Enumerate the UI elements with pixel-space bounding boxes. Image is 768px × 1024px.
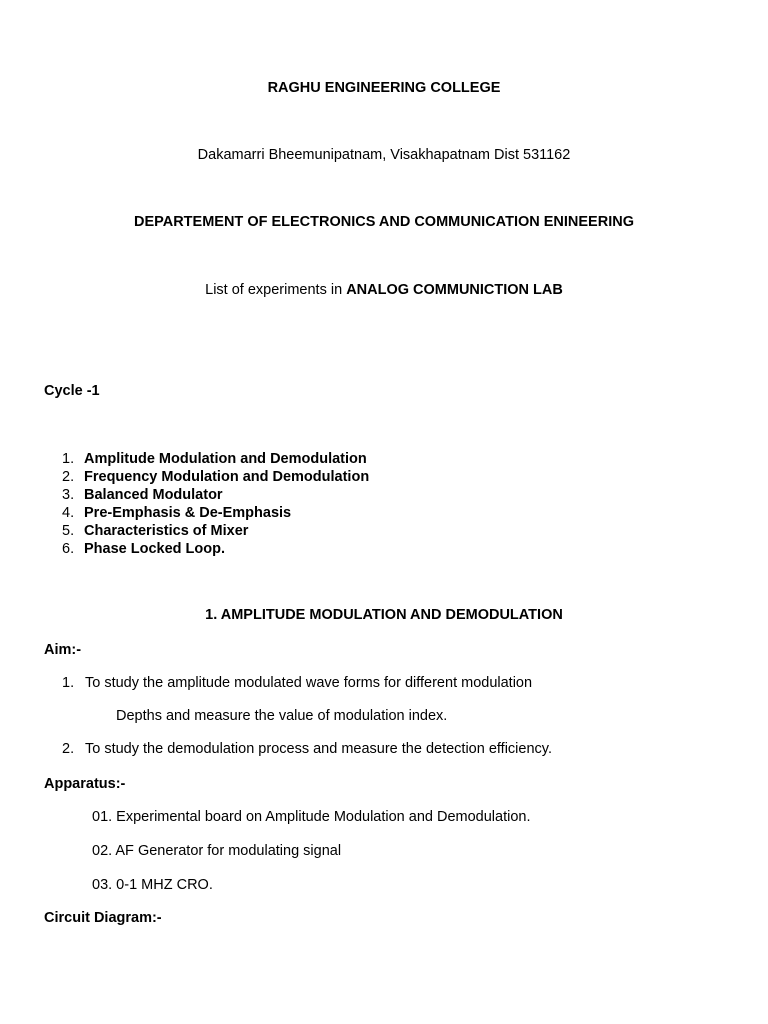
apparatus-item: 01. Experimental board on Amplitude Modulation and Demodulation. xyxy=(92,809,531,825)
aim-item xyxy=(62,740,552,758)
list-item-number: 1. xyxy=(62,451,75,467)
aim-item xyxy=(62,674,532,692)
lab-name: ANALOG COMMUNICTION LAB xyxy=(346,282,563,298)
list-item xyxy=(62,468,369,486)
list-item-number: 5. xyxy=(62,523,75,539)
apparatus-heading: Apparatus:- xyxy=(44,776,126,792)
circuit-diagram-heading: Circuit Diagram:- xyxy=(44,910,162,926)
list-item xyxy=(62,486,369,504)
cycle-heading: Cycle -1 xyxy=(44,383,100,399)
lab-list-title xyxy=(0,281,768,299)
aim-continuation: Depths and measure the value of modulation index. xyxy=(116,708,448,724)
college-name: RAGHU ENGINEERING COLLEGE xyxy=(267,80,501,96)
list-item xyxy=(62,450,369,468)
list-item-title: Characteristics of Mixer xyxy=(84,523,249,539)
list-item xyxy=(62,522,369,540)
department-name: DEPARTEMENT OF ELECTRONICS AND COMMUNICATION ENINEERING xyxy=(134,214,634,230)
aim-number: 1. xyxy=(62,675,75,691)
experiment-list xyxy=(62,450,369,558)
aim-heading: Aim:- xyxy=(44,642,82,658)
list-item-number: 2. xyxy=(62,469,75,485)
apparatus-item: 03. 0-1 MHZ CRO. xyxy=(92,877,213,893)
experiment-heading: 1. AMPLITUDE MODULATION AND DEMODULATION xyxy=(205,607,563,623)
list-item-title: Phase Locked Loop. xyxy=(84,541,225,557)
aim-text: To study the amplitude modulated wave forms for different modulation xyxy=(85,675,533,691)
list-item-number: 3. xyxy=(62,487,75,503)
apparatus-item: 02. AF Generator for modulating signal xyxy=(92,843,342,859)
list-item-number: 6. xyxy=(62,541,75,557)
list-item xyxy=(62,504,369,522)
list-item-title: Amplitude Modulation and Demodulation xyxy=(84,451,367,467)
list-item-number: 4. xyxy=(62,505,75,521)
aim-number: 2. xyxy=(62,741,75,757)
list-item-title: Frequency Modulation and Demodulation xyxy=(84,469,370,485)
list-item xyxy=(62,540,369,558)
lab-list-prefix: List of experiments in xyxy=(205,282,347,298)
list-item-title: Pre-Emphasis & De-Emphasis xyxy=(84,505,292,521)
list-item-title: Balanced Modulator xyxy=(84,487,223,503)
aim-text: To study the demodulation process and measure the detection efficiency. xyxy=(85,741,552,757)
college-address: Dakamarri Bheemunipatnam, Visakhapatnam Dist 531162 xyxy=(197,147,571,163)
